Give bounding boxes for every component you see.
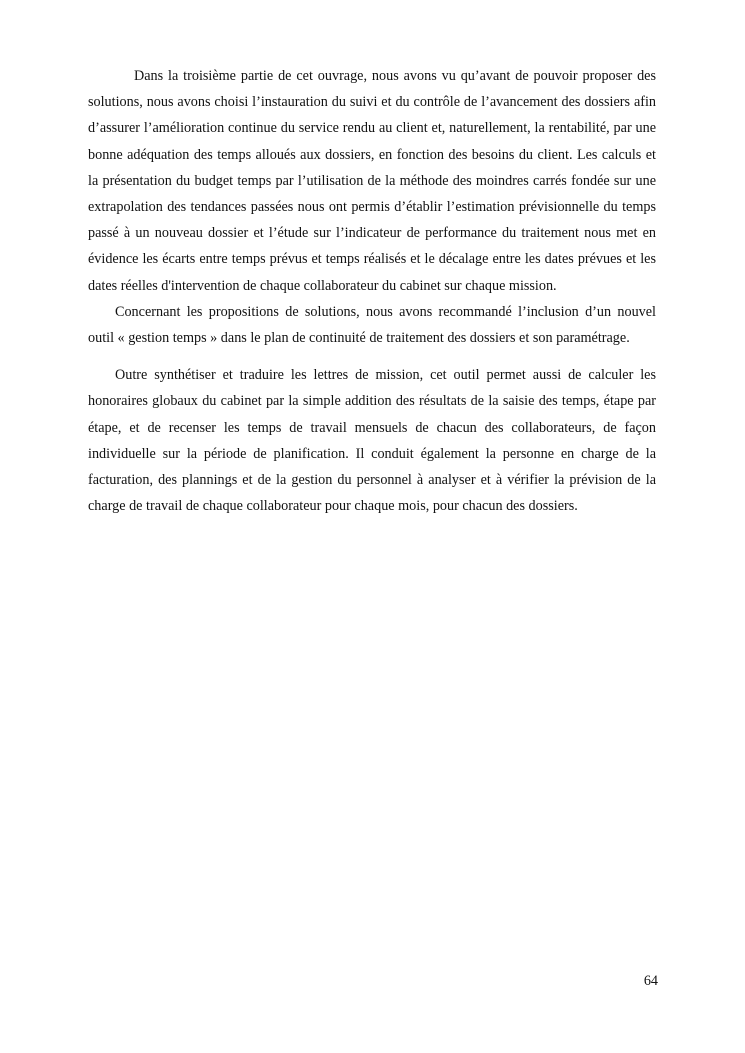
paragraph-proposed-solutions: Concernant les propositions de solutions, nous avons recommandé l’inclusion d’un nouvel outil « gestion temps » dans le plan de continuité de traitement des dossiers et son paramétrage. [88,303,656,347]
paragraph-conclusion-part-three: Dans la troisième partie de cet ouvrage, nous avons vu qu’avant de pouvoir proposer des solutions, nous avons choisi l’instauration du suivi et du contrôle de l’avancement des dossiers afin d’assurer l’amélioration continue du service rendu au client et, naturellement, la rentabilité, par une bonne adéquation des temps alloués aux dossiers, en fonction des besoins du client. Les calculs et la présentation du budget temps par l’utilisation de la méthode des moindres carrés fondée sur une extrapolation des tendances passées nous ont permis d’établir l’estimation prévisionnelle du temps passé à un nouveau dossier et l’étude sur l’indicateur de performance du traitement nous met en évidence les écarts entre temps prévus et temps réalisés et le décalage entre les dates prévues et les dates réelles d'intervention de chaque collaborateur du cabinet sur chaque mission. [88,68,656,294]
paragraph-tool-benefits: Outre synthétiser et traduire les lettres de mission, cet outil permet aussi de calculer les honoraires globaux du cabinet par la simple addition des résultats de la saisie des temps, étape par étape, et de recenser les temps de travail mensuels de chacun des collaborateurs, de façon individuelle sur la période de planification. Il conduit également la personne en charge de la facturation, des plannings et de la gestion du personnel à analyser et à vérifier la prévision de la charge de travail de chaque collaborateur pour chaque mois, pour chacun des dossiers. [88,367,656,515]
page-number: 64 [643,973,658,989]
document-page [88,63,656,519]
